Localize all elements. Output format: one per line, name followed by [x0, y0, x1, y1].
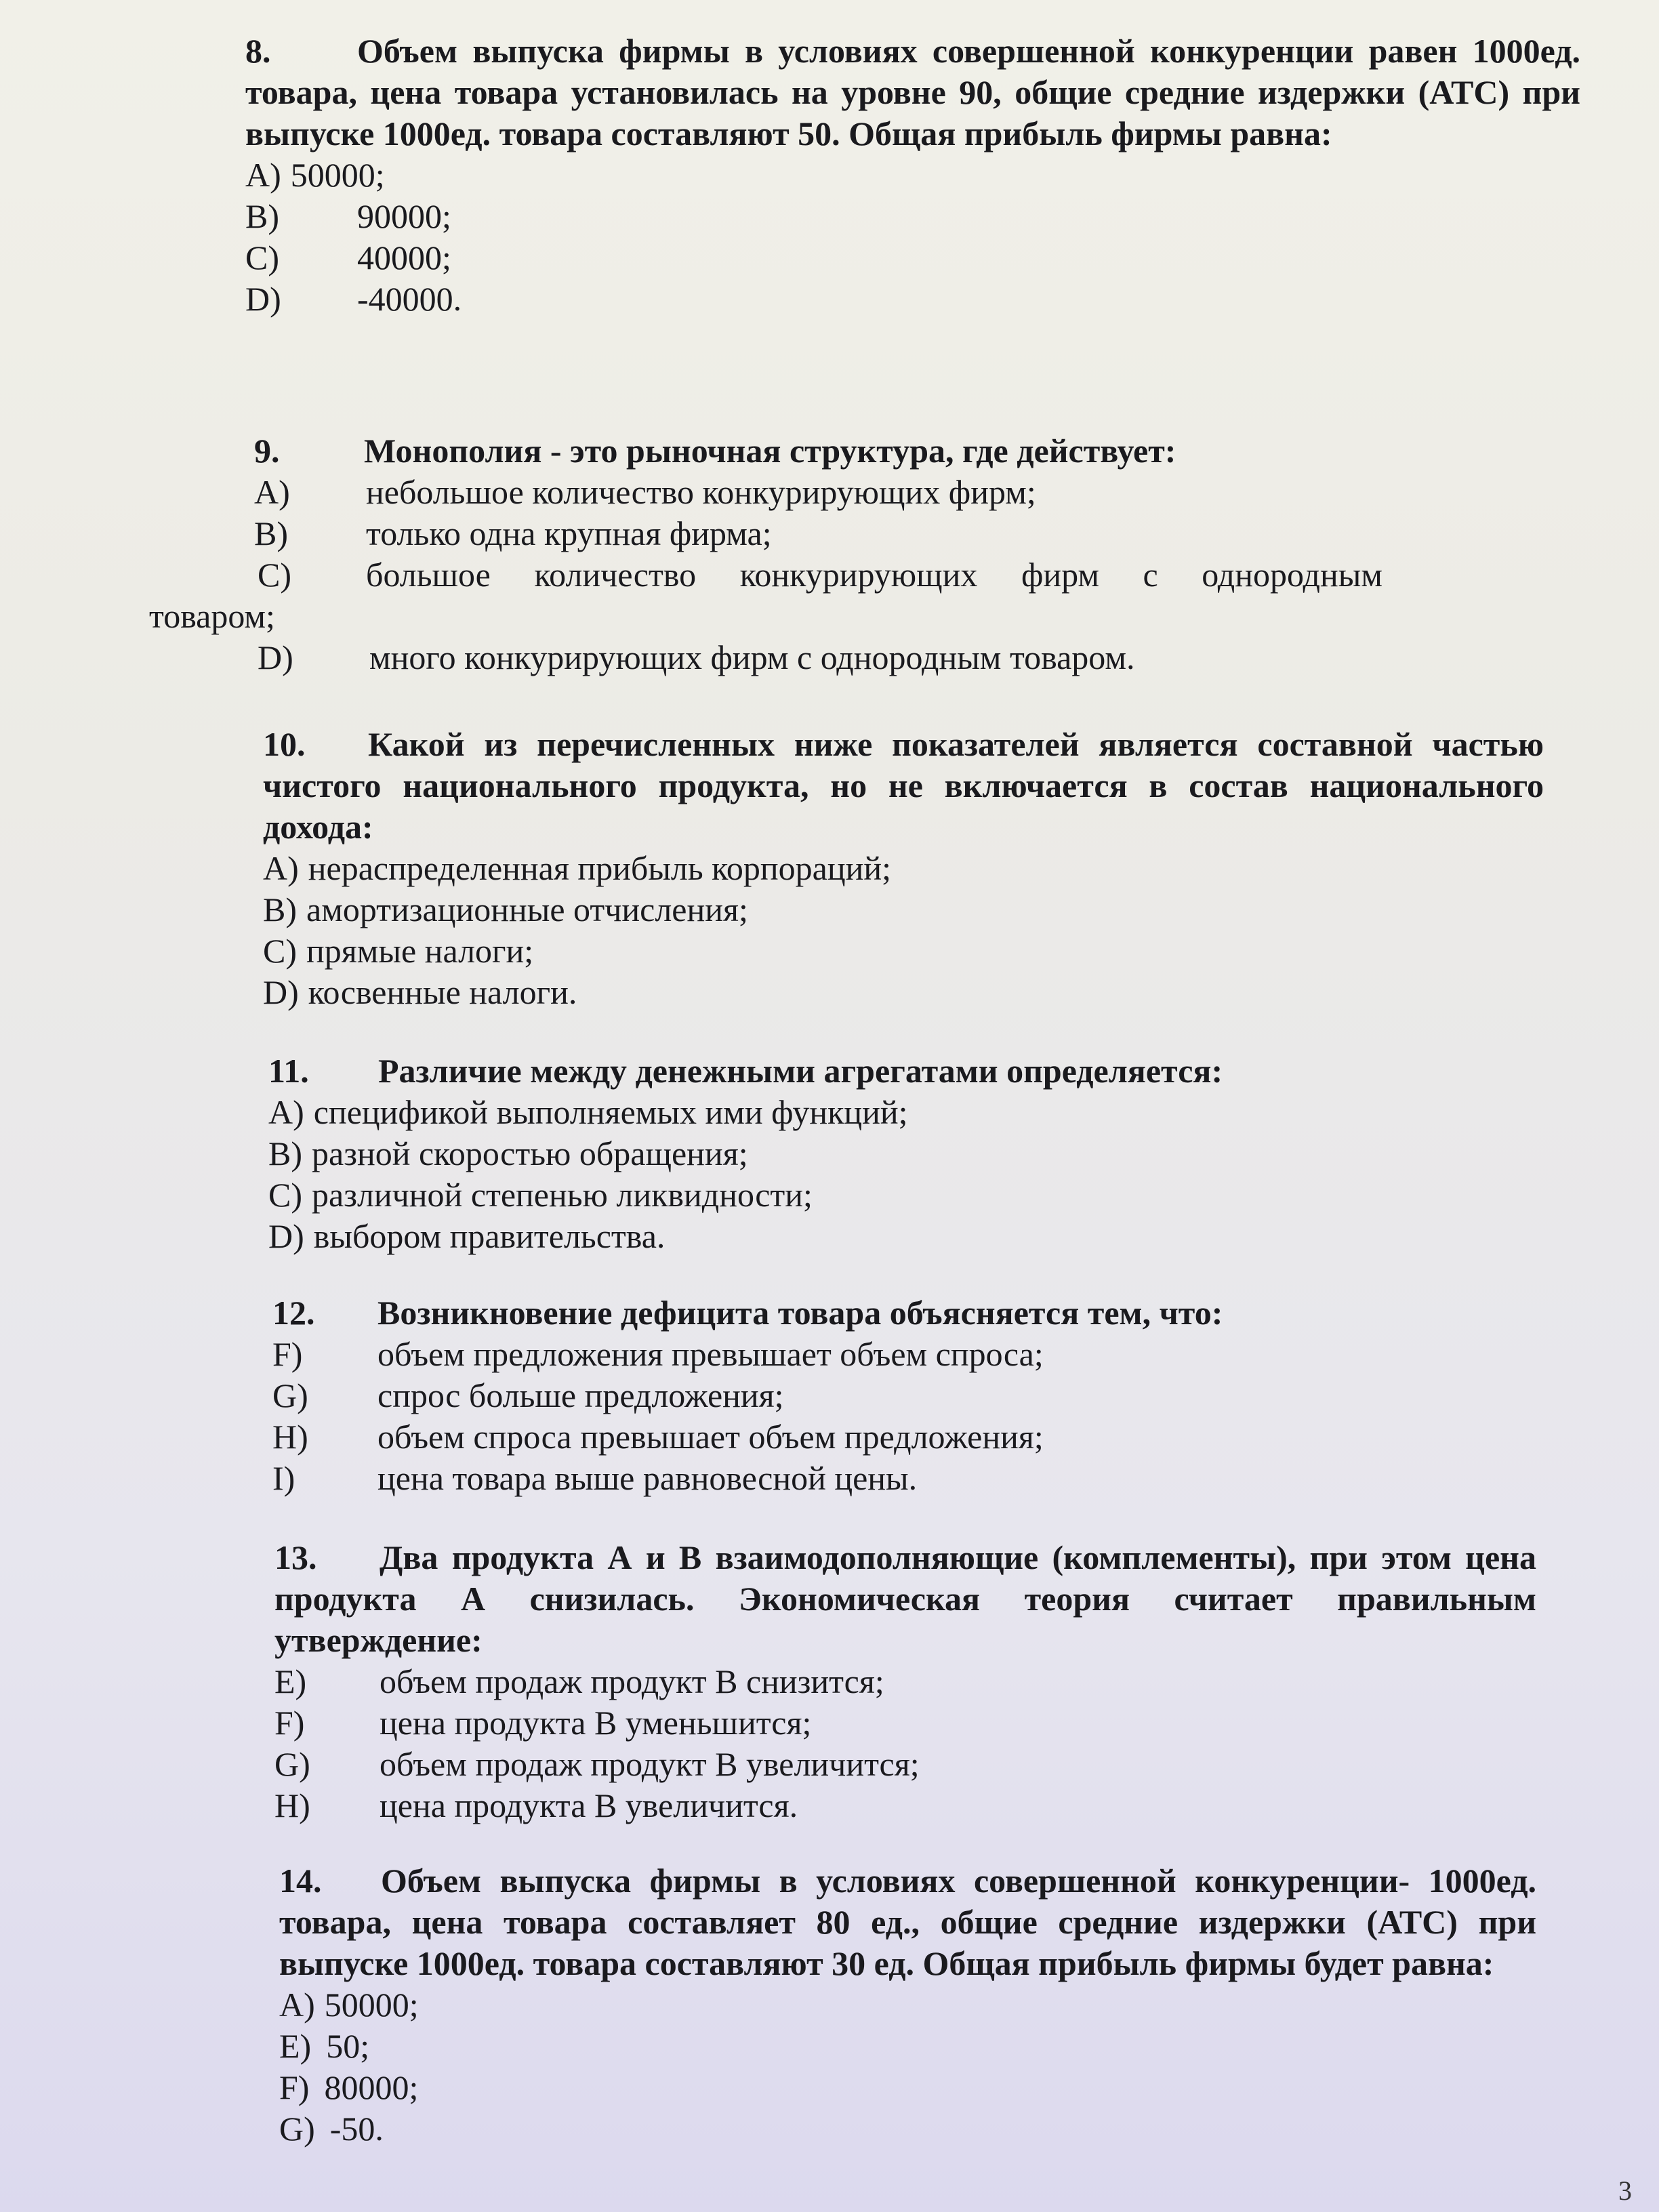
option-letter: C) [263, 932, 297, 970]
option-letter: A) [245, 156, 281, 194]
question-11 [268, 1050, 1420, 1257]
option [254, 554, 1382, 596]
option [245, 237, 1580, 279]
option [274, 1744, 1536, 1785]
option-letter: C) [268, 1176, 302, 1214]
option-text: 80000; [324, 2068, 419, 2106]
option [268, 1133, 1420, 1174]
question-number: 9. [254, 432, 280, 470]
option-letter: A) [268, 1093, 304, 1131]
question-14 [279, 1860, 1536, 2150]
option-letter: H) [272, 1418, 308, 1456]
question-text: Объем выпуска фирмы в условиях совершенной конкуренции равен 1000ед. товара, цена товара установилась на уровне 90, общие средние издержки (АТС) при выпуске 1000ед. товара составляют 50. Общая прибыль фирмы равна: [245, 32, 1580, 152]
option-text: нераспределенная прибыль корпораций; [308, 849, 892, 887]
question-stem [263, 724, 1544, 848]
option [279, 2067, 1536, 2108]
question-stem [279, 1860, 1536, 1984]
question-text: Объем выпуска фирмы в условиях совершенной конкуренции- 1000ед. товара, цена товара составляет 80 ед., общие средние издержки (АТС) при выпуске 1000ед. товара составляют 30 ед. Общая прибыль фирмы будет равна: [279, 1862, 1536, 1982]
option [279, 1984, 1536, 2026]
question-stem [245, 30, 1580, 155]
option-text: объем продаж продукт В снизится; [380, 1662, 884, 1700]
option-letter: D) [268, 1217, 304, 1255]
option-text: различной степенью ликвидности; [312, 1176, 813, 1214]
option-letter: G) [274, 1745, 310, 1783]
question-stem [268, 1050, 1420, 1092]
option-text: 90000; [357, 197, 451, 235]
question-text: Монополия - это рыночная структура, где действует: [364, 432, 1176, 470]
option-text: 50000; [324, 1986, 419, 2024]
question-stem [272, 1292, 1425, 1334]
question-13 [274, 1537, 1536, 1826]
option-letter: A) [279, 1986, 315, 2024]
option-letter: G) [272, 1376, 308, 1414]
option-text: цена продукта В уменьшится; [380, 1704, 812, 1742]
option-text-continuation: товаром; [149, 597, 275, 635]
option-letter: D) [245, 280, 281, 318]
option-text: 40000; [357, 239, 451, 276]
option-letter: D) [258, 638, 293, 676]
option [245, 196, 1580, 237]
option [279, 2108, 1536, 2150]
option-text: объем спроса превышает объем предложения; [377, 1418, 1044, 1456]
option-text: спецификой выполняемых ими функций; [313, 1093, 908, 1131]
option [268, 1092, 1420, 1133]
option-letter: A) [263, 849, 299, 887]
option-letter: D) [263, 973, 299, 1011]
option [272, 1416, 1425, 1458]
question-9 [149, 430, 1386, 678]
option [263, 848, 1544, 889]
option [272, 1458, 1425, 1499]
option [263, 889, 1544, 930]
question-text: Какой из перечисленных ниже показателей является составной частью чистого национального продукта, но не включается в состав национального дохода: [263, 725, 1544, 846]
option [254, 513, 1386, 554]
question-number: 14. [279, 1862, 322, 1900]
option-text: спрос больше предложения; [377, 1376, 784, 1414]
option-text: цена товара выше равновесной цены. [377, 1459, 918, 1497]
option-text: 50; [326, 2027, 370, 2065]
option-text: -50. [329, 2110, 384, 2148]
option-text: 50000; [290, 156, 385, 194]
question-8 [245, 30, 1580, 320]
option-text: цена продукта В увеличится. [380, 1786, 798, 1824]
option-letter: B) [263, 890, 297, 928]
option-continuation [149, 596, 1386, 637]
question-stem [254, 430, 1386, 472]
option-text: объем предложения превышает объем спроса; [377, 1335, 1044, 1373]
question-number: 13. [274, 1538, 317, 1576]
page-number: 3 [1618, 2175, 1632, 2206]
option-letter: G) [279, 2110, 315, 2148]
option-text: объем продаж продукт В увеличится; [380, 1745, 920, 1783]
option-letter: E) [279, 2027, 312, 2065]
question-text: Два продукта А и В взаимодополняющие (комплементы), при этом цена продукта А снизилась. Экономическая теория считает правильным утверждение: [274, 1538, 1536, 1659]
option-text: прямые налоги; [306, 932, 534, 970]
option-letter: B) [268, 1134, 302, 1172]
option-text: -40000. [357, 280, 462, 318]
option [272, 1375, 1425, 1416]
option [268, 1174, 1420, 1216]
option-letter: H) [274, 1786, 310, 1824]
option-letter: E) [274, 1662, 307, 1700]
option-letter: B) [245, 197, 279, 235]
option-text: небольшое количество конкурирующих фирм; [366, 473, 1036, 511]
option [254, 637, 1386, 678]
question-12 [272, 1292, 1425, 1499]
option [254, 472, 1386, 513]
question-number: 10. [263, 725, 306, 763]
option-letter: F) [274, 1704, 305, 1742]
option [268, 1216, 1420, 1257]
option-text: много конкурирующих фирм с однородным товаром. [369, 638, 1135, 676]
option [245, 155, 1580, 196]
question-text: Различие между денежными агрегатами определяется: [378, 1052, 1223, 1090]
option-letter: F) [279, 2068, 310, 2106]
option [279, 2026, 1536, 2067]
option-text: выбором правительства. [313, 1217, 665, 1255]
option-letter: C) [258, 556, 291, 594]
option-text: большое количество конкурирующих фирм с однородным [366, 556, 1382, 594]
option [272, 1334, 1425, 1375]
question-number: 11. [268, 1052, 309, 1090]
option-text: разной скоростью обращения; [312, 1134, 748, 1172]
option [245, 279, 1580, 320]
option [263, 972, 1544, 1013]
question-number: 8. [245, 32, 271, 70]
option-text: только одна крупная фирма; [366, 514, 772, 552]
option [274, 1702, 1536, 1744]
option-letter: C) [245, 239, 279, 276]
question-stem [274, 1537, 1536, 1661]
option-text: амортизационные отчисления; [306, 890, 748, 928]
option-letter: A) [254, 473, 290, 511]
option-letter: B) [254, 514, 288, 552]
option-letter: I) [272, 1459, 295, 1497]
option-text: косвенные налоги. [308, 973, 577, 1011]
option [274, 1785, 1536, 1826]
question-number: 12. [272, 1294, 315, 1332]
option [274, 1661, 1536, 1702]
question-10 [263, 724, 1544, 1013]
option [263, 930, 1544, 972]
option-letter: F) [272, 1335, 303, 1373]
question-text: Возникновение дефицита товара объясняется тем, что: [377, 1294, 1223, 1332]
